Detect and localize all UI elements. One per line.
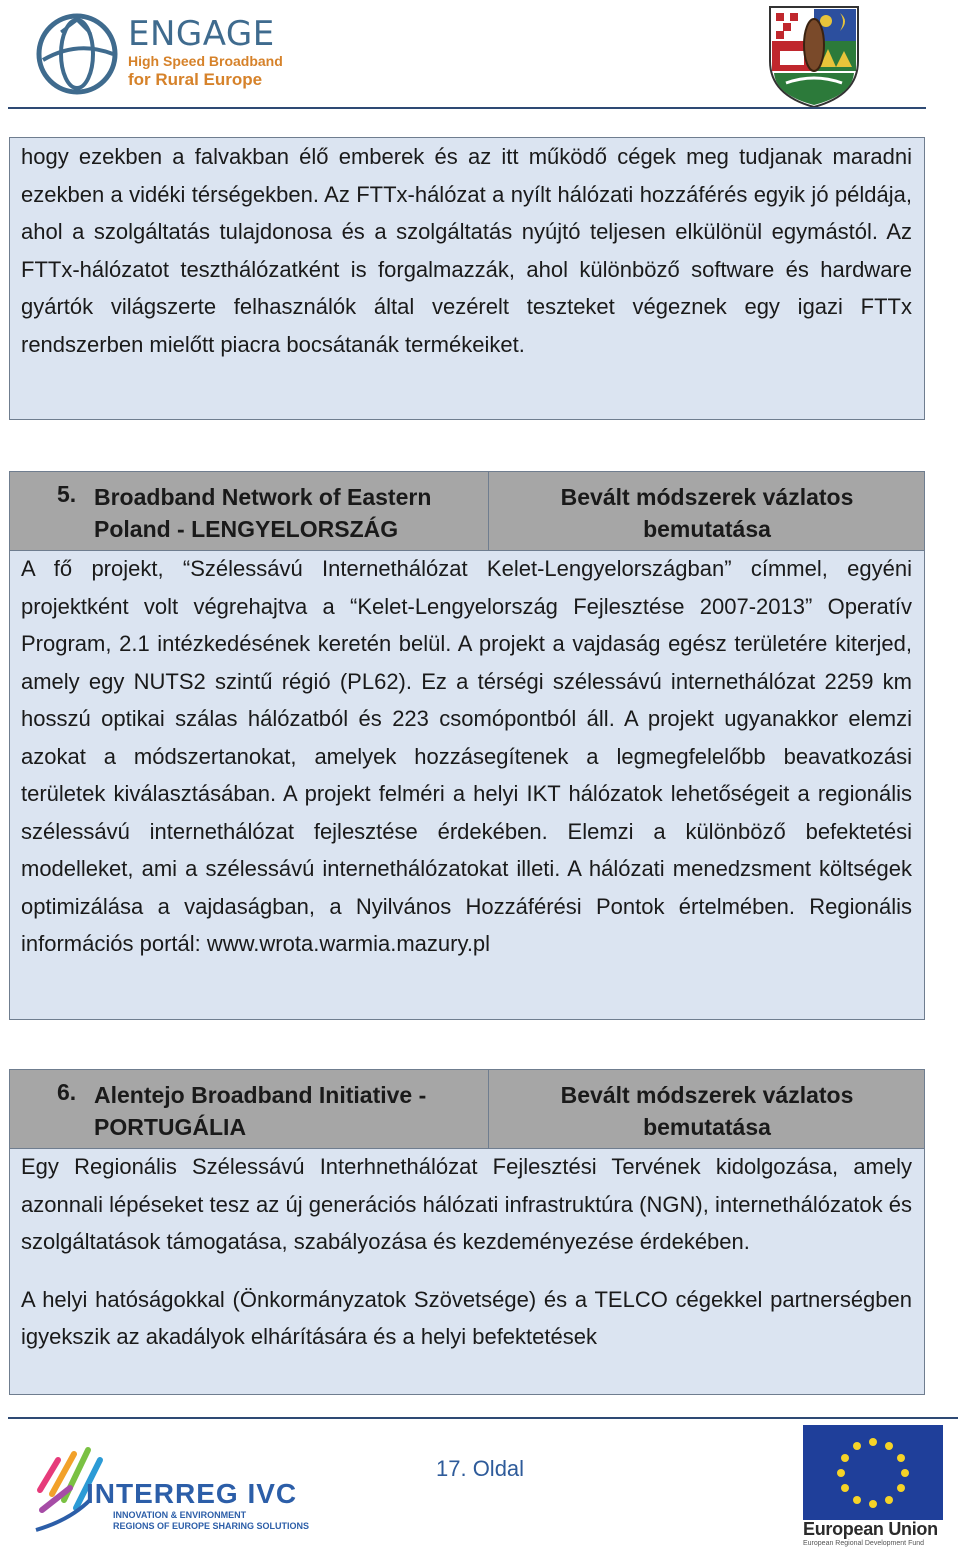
eu-label: European Union	[803, 1519, 938, 1539]
page-header	[0, 0, 960, 112]
case-header-row	[10, 472, 924, 551]
case-title: Alentejo Broadband Initiative - PORTUGÁLIA	[94, 1082, 427, 1140]
summary-label-cell	[490, 472, 924, 550]
body-paragraph-1: Egy Regionális Szélessávú Interhnethálózat Fejlesztési Tervének kidolgozása, amely azonnali lépéseket tesz az új generációs hálózati infrastruktúra (NGN), internethálózatok és szolgáltatások támogatása, szabályozása és kezdeményezése érdekében.	[21, 1154, 912, 1254]
body-paragraph: A fő projekt, “Szélessávú Internethálózat Kelet-Lengyelországban” címmel, egyéni projektként volt végrehajtva a “Kelet-Lengyelország Fejlesztése 2007-2013” Operatív Program, 2.1 intézkedésének keretén belül. A projekt a vajdaság egész területére kiterjed, amely egy NUTS2 szintű régió (PL62). Ez a térségi szélessávú internethálózat 2259 km hosszú optikai szálas hálózatból és 223 csomópontból áll. A projekt ugyanakkor elemzi azokat a módszertanokat, amelyek hozzásegítenek a legmegfelelőbb beavatkozási területek kiválasztásában. A projekt felméri a helyi IKT hálózatok lehetőségeit a regionális szélessávú internethálózat fejlesztése érdekében. Elemzi a különböző befektetési modelleket, ami a szélessávú internethálózatokat illeti. A hálózati menedzsment költségek optimizálása a vajdaságban, a Nyilvános Hozzáférési Pontok értelmében. Regionális információs portál: www.wrota.warmia.mazury.pl	[21, 556, 912, 956]
header-rule	[8, 107, 926, 109]
logo-subtitle-1: High Speed Broadband	[128, 53, 283, 69]
county-crest-icon	[766, 3, 862, 109]
summary-label-cell	[490, 1070, 924, 1148]
interreg-title: INTERREG IVC	[86, 1478, 298, 1509]
case-number: 5.	[57, 481, 77, 507]
eu-sublabel: European Regional Development Fund	[803, 1540, 925, 1547]
case-study-5	[9, 471, 925, 1020]
interreg-subtitle-1: INNOVATION & ENVIRONMENT	[113, 1510, 247, 1520]
case-study-6	[9, 1069, 925, 1395]
logo-title: ENGAGE	[128, 14, 275, 54]
case-body	[10, 1148, 924, 1356]
case-number: 6.	[57, 1079, 77, 1105]
body-paragraph-2: A helyi hatóságokkal (Önkormányzatok Szövetsége) és a TELCO cégekkel partnerségben igyekszik az akadályok elhárítására és a helyi befektetések	[21, 1286, 912, 1349]
interreg-subtitle-2: REGIONS OF EUROPE SHARING SOLUTIONS	[113, 1521, 310, 1531]
footer-rule	[8, 1417, 958, 1419]
case-body	[10, 550, 924, 963]
case-title: Broadband Network of Eastern Poland - LENGYELORSZÁG	[94, 484, 432, 542]
summary-label: Bevált módszerek vázlatos bemutatása	[560, 1082, 854, 1140]
eu-flag-icon	[803, 1425, 943, 1520]
logo-subtitle-2: for Rural Europe	[128, 70, 263, 89]
body-paragraph: hogy ezekben a falvakban élő emberek és az itt működő cégek meg tudjanak maradni ezekben a vidéki térségekben. Az FTTx-hálózat a nyílt hálózati hozzáférés egyik jó példája, ahol a szolgáltatás tulajdonosa és a szolgáltatás nyújtó teljesen elkülönül egymástól. Az FTTx-hálózatot teszthálózatként is forgalmazzák, ahol különböző software és hardware gyártók világszerte felhasználók által vezérelt teszteket végeznek egy igazi FTTx rendszerben mielőtt piacra bocsátanák termékeiket.	[21, 144, 912, 357]
paragraph-spacer	[10, 1261, 924, 1281]
case-header-row	[10, 1070, 924, 1149]
page-number: 17. Oldal	[436, 1456, 525, 1481]
summary-label: Bevált módszerek vázlatos bemutatása	[560, 484, 854, 542]
continued-text-box	[9, 137, 925, 420]
case-title-cell	[10, 472, 489, 550]
case-title-cell	[10, 1070, 489, 1148]
